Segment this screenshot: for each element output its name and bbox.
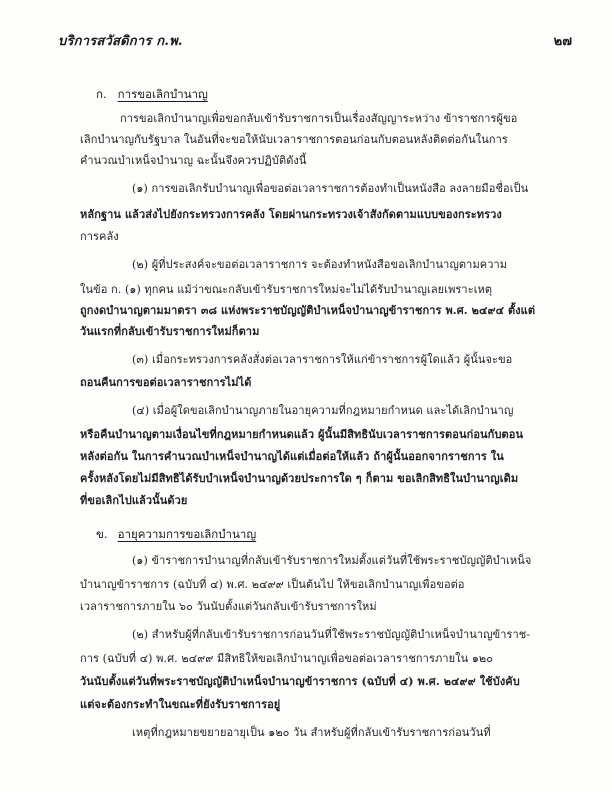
section-a-line: หลักฐาน แล้วส่งไปยังกระทรวงการคลัง โดยผ่านกระทรวงเจ้าสังกัดตามแบบของกระทรวง	[80, 208, 502, 221]
section-a-line: (๓) เมื่อกระทรวงการคลังสั่งต่อเวลาราชการให้แก่ข้าราชการผู้ใดแล้ว ผู้นั้นจะขอ	[132, 353, 513, 366]
section-a-line: หรือคืนบำนาญตามเงื่อนไขที่กฎหมายกำหนดแล้ว ผู้นั้นมีสิทธินับเวลาราชการตอนก่อนกับตอน	[80, 428, 524, 441]
section-a-line: การคลัง	[80, 230, 119, 243]
section-a-title: การขอเลิกบำนาญ	[117, 87, 208, 101]
section-b-line: วันนับตั้งแต่วันที่พระราชบัญญัติบำเหน็จบำนาญข้าราชการ (ฉบับที่ ๔) พ.ศ. ๒๔๙๙ ใช้บังคับ	[80, 675, 520, 688]
section-a-line: วันแรกที่กลับเข้ารับราชการใหม่ก็ตาม	[80, 325, 260, 338]
section-b-line: เหตุที่กฎหมายขยายอายุเป็น ๑๒๐ วัน สำหรับผู้ที่กลับเข้ารับราชการก่อนวันที่	[132, 726, 491, 739]
page-number: ๒๗	[553, 34, 572, 49]
section-b-line: (๒) สำหรับผู้ที่กลับเข้ารับราชการก่อนวันที่ใช้พระราชบัญญัติบำเหน็จบำนาญข้าราช-	[132, 628, 531, 641]
running-header-title: บริการสวัสดิการ ก.พ.	[58, 34, 183, 49]
section-a-line: (๑) การขอเลิกรับบำนาญเพื่อขอต่อเวลาราชการต้องทำเป็นหนังสือ ลงลายมือชื่อเป็น	[132, 182, 529, 195]
section-a-line: หลังต่อกัน ในการคำนวณบำเหน็จบำนาญได้แต่เมื่อต่อให้แล้ว ถ้าผู้นั้นออกจากราชการ ใน	[80, 450, 504, 463]
section-a-line: (๒) ผู้ที่ประสงค์จะขอต่อเวลาราชการ จะต้องทำหนังสือขอเลิกบำนาญตามความ	[132, 258, 508, 271]
section-b-title: อายุความการขอเลิกบำนาญ	[117, 527, 257, 541]
section-a-line: ในข้อ ก. (๑) ทุกคน แม้ว่าขณะกลับเข้ารับราชการใหม่จะไม่ได้รับบำนาญเลยเพราะเหตุ	[80, 283, 493, 296]
section-b-line: (๑) ข้าราชการบำนาญที่กลับเข้ารับราชการใหม่ตั้งแต่วันที่ใช้พระราชบัญญัติบำเหน็จ	[132, 554, 532, 567]
section-a-heading	[96, 86, 208, 104]
section-b-marker: ข.	[96, 527, 108, 541]
section-a-line: ถูกงดบำนาญตามมาตรา ๓๘ แห่งพระราชบัญญัติบำเหน็จบำนาญข้าราชการ พ.ศ. ๒๔๙๔ ตั้งแต่	[80, 304, 536, 317]
section-b-line: เวลาราชการภายใน ๖๐ วันนับตั้งแต่วันกลับเข้ารับราชการใหม่	[80, 600, 377, 613]
section-a-marker: ก.	[96, 87, 107, 101]
section-a-line: การขอเลิกบำนาญเพื่อขอกลับเข้ารับราชการเป็นเรื่องสัญญาระหว่าง ข้าราชการผู้ขอ	[120, 112, 518, 125]
section-b-line: บำนาญข้าราชการ (ฉบับที่ ๔) พ.ศ. ๒๔๙๙ เป็นต้นไป ให้ขอเลิกบำนาญเพื่อขอต่อ	[80, 578, 465, 591]
section-b-line: แต่จะต้องกระทำในขณะที่ยังรับราชการอยู่	[80, 698, 281, 711]
section-b-heading	[96, 526, 256, 544]
section-a-line: (๔) เมื่อผู้ใดขอเลิกบำนาญภายในอายุความที่กฎหมายกำหนด และได้เลิกบำนาญ	[132, 404, 514, 417]
section-a-line: ที่ขอเลิกไปแล้วนั้นด้วย	[80, 494, 188, 507]
section-b-line: การ (ฉบับที่ ๔) พ.ศ. ๒๔๙๙ มีสิทธิให้ขอเลิกบำนาญเพื่อขอต่อเวลาราชการภายใน ๑๒๐	[80, 652, 494, 665]
section-a-line: เลิกบำนาญกับรัฐบาล ในอันที่จะขอให้นับเวลาราชการตอนก่อนกับตอนหลังติดต่อกันในการ	[80, 133, 508, 146]
section-a-line: ครั้งหลังโดยไม่มีสิทธิได้รับบำเหน็จบำนาญด้วยประการใด ๆ ก็ตาม ขอเลิกสิทธิในบำนาญเดิม	[80, 472, 519, 485]
section-a-line: ถอนคืนการขอต่อเวลาราชการไม่ได้	[80, 376, 252, 389]
section-a-line: คำนวณบำเหน็จบำนาญ ฉะนั้นจึงควรปฏิบัติดังนี้	[80, 154, 307, 167]
